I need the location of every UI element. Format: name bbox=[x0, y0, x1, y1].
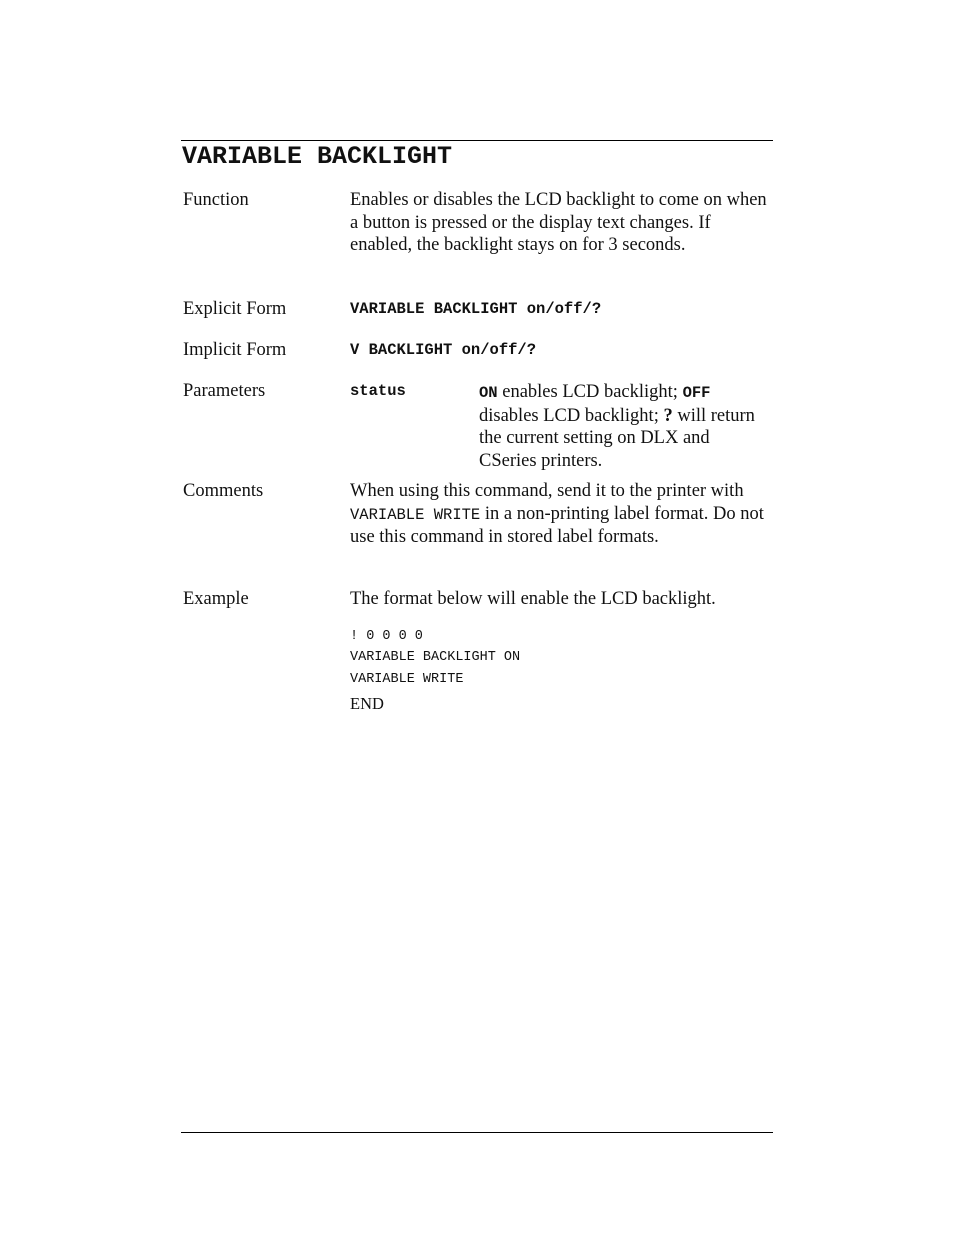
on-text: enables LCD backlight; bbox=[497, 382, 683, 402]
code-line: ! 0 0 0 0 bbox=[350, 629, 423, 644]
example-text: The format below will enable the LCD backlight. bbox=[350, 589, 716, 609]
function-label: Function bbox=[183, 190, 249, 210]
code-line: VARIABLE BACKLIGHT ON bbox=[350, 650, 521, 665]
query-text: will return the current setting on DLX and CSeries printers. bbox=[479, 405, 755, 471]
explicit-form-text: VARIABLE BACKLIGHT on/off/? bbox=[350, 300, 602, 318]
comments-text bbox=[350, 480, 770, 549]
parameter-description bbox=[479, 381, 771, 472]
comments-text-after: in a non-printing label format. Do not use this command in stored label formats. bbox=[350, 503, 764, 547]
code-end-line: END bbox=[350, 694, 384, 713]
on-keyword: ON bbox=[479, 384, 498, 402]
comments-text-before: When using this command, send it to the printer with bbox=[350, 481, 744, 501]
off-text: disables LCD backlight; bbox=[479, 405, 664, 426]
off-keyword: OFF bbox=[682, 384, 711, 402]
bottom-rule bbox=[181, 1132, 773, 1133]
top-rule bbox=[181, 140, 773, 141]
code-line: VARIABLE WRITE bbox=[350, 672, 464, 687]
implicit-form-text: V BACKLIGHT on/off/? bbox=[350, 341, 537, 359]
parameter-name: status bbox=[350, 382, 406, 400]
comments-code: VARIABLE WRITE bbox=[350, 505, 481, 524]
parameters-label: Parameters bbox=[183, 381, 266, 401]
explicit-form-label: Explicit Form bbox=[183, 299, 287, 319]
implicit-form-label: Implicit Form bbox=[183, 340, 287, 360]
example-label: Example bbox=[183, 589, 249, 609]
page-title: VARIABLE BACKLIGHT bbox=[182, 142, 453, 171]
query-keyword: ? bbox=[663, 405, 673, 426]
function-text: Enables or disables the LCD backlight to come on when a button is pressed or the display text changes. If enabled, the backlight stays on for 3 seconds. bbox=[350, 190, 767, 255]
comments-label: Comments bbox=[183, 481, 264, 501]
